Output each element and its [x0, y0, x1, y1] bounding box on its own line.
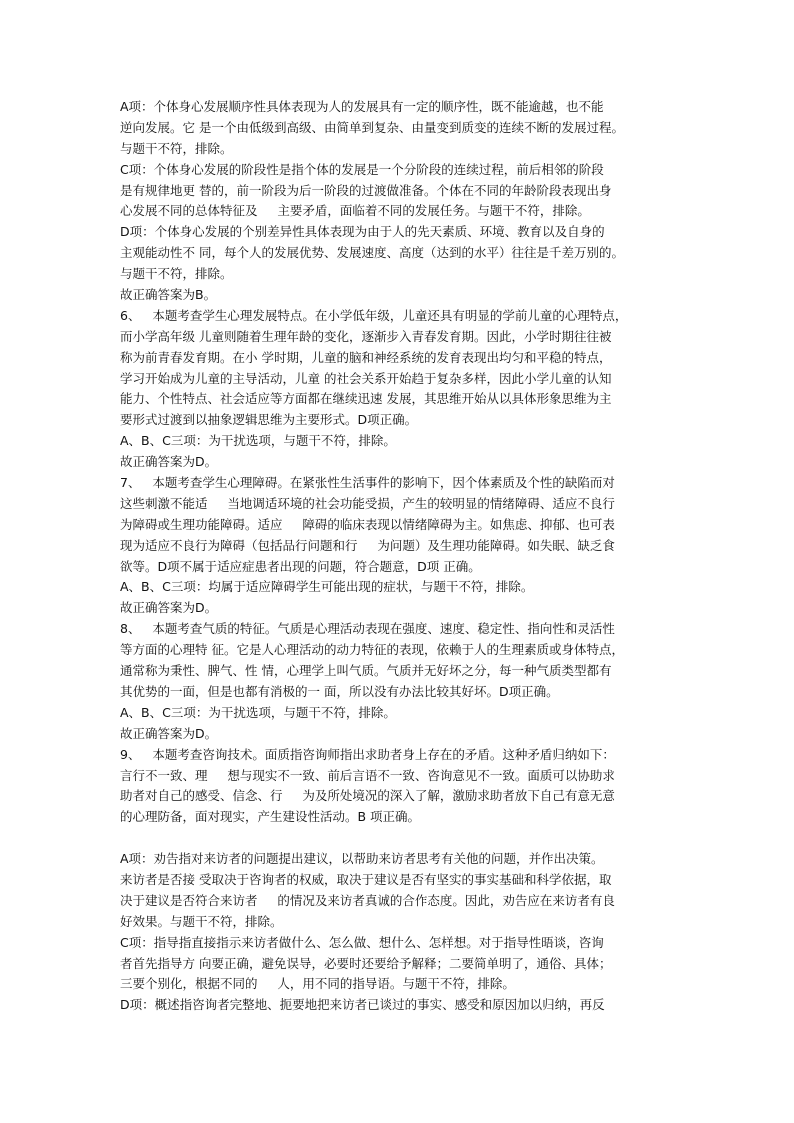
text-line: C项：指导指直接指示来访者做什么、怎么做、想什么、怎样想。对于指导性晤谈，咨询 [120, 934, 604, 950]
text-line: 故正确答案为D。 [120, 600, 218, 616]
text-line: 现为适应不良行为障碍（包括品行问题和行 为问题）及生理功能障碍。如失眠、缺乏食 [120, 537, 615, 553]
text-line: 其优势的一面，但是也都有消极的一 面，所以没有办法比较其好坏。D项正确。 [120, 683, 559, 699]
text-line: 好效果。与题干不符，排除。 [120, 913, 283, 929]
text-line: 8、 本题考查气质的特征。气质是心理活动表现在强度、速度、稳定性、指向性和灵活性 [120, 621, 615, 637]
text-line: 与题干不符，排除。 [120, 140, 233, 156]
text-line: A项：个体身心发展顺序性具体表现为人的发展具有一定的顺序性，既不能逾越，也不能 [120, 99, 604, 114]
document-body [120, 97, 680, 1016]
text-line: 通常称为秉性、脾气、性 情，心理学上叫气质。气质并无好坏之分，每一种气质类型都有 [120, 663, 612, 679]
text-line: 能力、个性特点、社会适应等方面都在继续迅速 发展，其思维开始从以具体形象思维为主 [120, 391, 612, 407]
text-line: 与题干不符，排除。 [120, 266, 233, 282]
text-line: D项：概述指咨询者完整地、扼要地把来访者已谈过的事实、感受和原因加以归纳，再反 [120, 997, 605, 1013]
text-line: A项：劝告指对来访者的问题提出建议，以帮助来访者思考有关他的问题，并作出决策。 [120, 851, 604, 867]
text-line: C项：个体身心发展的阶段性是指个体的发展是一个分阶段的连续过程，前后相邻的阶段 [120, 161, 604, 177]
text-line: 而小学高年级 儿童则随着生理年龄的变化，逐渐步入青春发育期。因此，小学时期往往被 [120, 328, 612, 344]
text-line: A、B、C三项：均属于适应障碍学生可能出现的症状，与题干不符，排除。 [120, 579, 534, 595]
text-line: 故正确答案为D。 [120, 725, 218, 741]
text-line: 这些刺激不能适 当地调适环境的社会功能受损，产生的较明显的情绪障碍、适应不良行 [120, 495, 615, 511]
text-line: 欲等。D项不属于适应症患者出现的问题，符合题意，D项 正确。 [120, 558, 481, 574]
text-line: 决于建议是否符合来访者 的情况及来访者真诚的合作态度。因此，劝告应在来访者有良 [120, 892, 615, 908]
text-line: 故正确答案为B。 [120, 287, 217, 303]
text-line: 是有规律地更 替的，前一阶段为后一阶段的过渡做准备。个体在不同的年龄阶段表现出身 [120, 182, 612, 198]
text-line: 逆向发展。它 是一个由低级到高级、由简单到复杂、由量变到质变的连续不断的发展过程。 [120, 119, 624, 135]
text-line: 主观能动性不 同，每个人的发展优势、发展速度、高度（达到的水平）往往是千差万别的。 [120, 245, 624, 261]
text-line: 学习开始成为儿童的主导活动，儿童 的社会关系开始趋于复杂多样，因此小学儿童的认知 [120, 370, 612, 386]
text-line: 等方面的心理特 征。它是人心理活动的动力特征的表现，依赖于人的生理素质或身体特点， [120, 642, 624, 658]
text-line: 三要个别化，根据不同的 人，用不同的指导语。与题干不符，排除。 [120, 976, 515, 992]
text-line: 称为前青春发育期。在小 学时期，儿童的脑和神经系统的发育表现出均匀和平稳的特点， [120, 349, 612, 365]
text-line: 的心理防备，面对现实，产生建设性活动。B 项正确。 [120, 809, 421, 825]
text-line: 7、 本题考查学生心理障碍。在紧张性生活事件的影响下，因个体素质及个性的缺陷而对 [120, 475, 615, 491]
text-line: 来访者是否接 受取决于咨询者的权威，取决于建议是否有坚实的事实基础和科学依据，取 [120, 871, 612, 887]
text-line: D项：个体身心发展的个别差异性具体表现为由于人的先天素质、环境、教育以及自身的 [120, 224, 605, 240]
text-line: A、B、C三项：为干扰选项，与题干不符，排除。 [120, 433, 396, 449]
text-line: 心发展不同的总体特征及 主要矛盾，面临着不同的发展任务。与题干不符，排除。 [120, 203, 590, 219]
text-line: 为障碍或生理功能障碍。适应 障碍的临床表现以情绪障碍为主。如焦虑、抑郁、也可表 [120, 516, 615, 532]
text-line: 9、 本题考查咨询技术。面质指咨询师指出求助者身上存在的矛盾。这种矛盾归纳如下： [120, 746, 615, 762]
text-line: 言行不一致、理 想与现实不一致、前后言语不一致、咨询意见不一致。面质可以协助求 [120, 767, 615, 783]
text-line: 6、 本题考查学生心理发展特点。在小学低年级，儿童还具有明显的学前儿童的心理特点， [120, 307, 628, 323]
text-line: 助者对自己的感受、信念、行 为及所处境况的深入了解，激励求助者放下自己有意无意 [120, 788, 615, 804]
text-line: 要形式过渡到以抽象逻辑思维为主要形式。D项正确。 [120, 412, 418, 428]
text-line: 者首先指导方 向要正确，避免误导，必要时还要给予解释；二要简单明了，通俗、具体； [120, 955, 612, 971]
text-line: A、B、C三项：为干扰选项，与题干不符，排除。 [120, 704, 396, 720]
paragraph-gap [120, 828, 680, 849]
text-line: 故正确答案为D。 [120, 454, 218, 470]
